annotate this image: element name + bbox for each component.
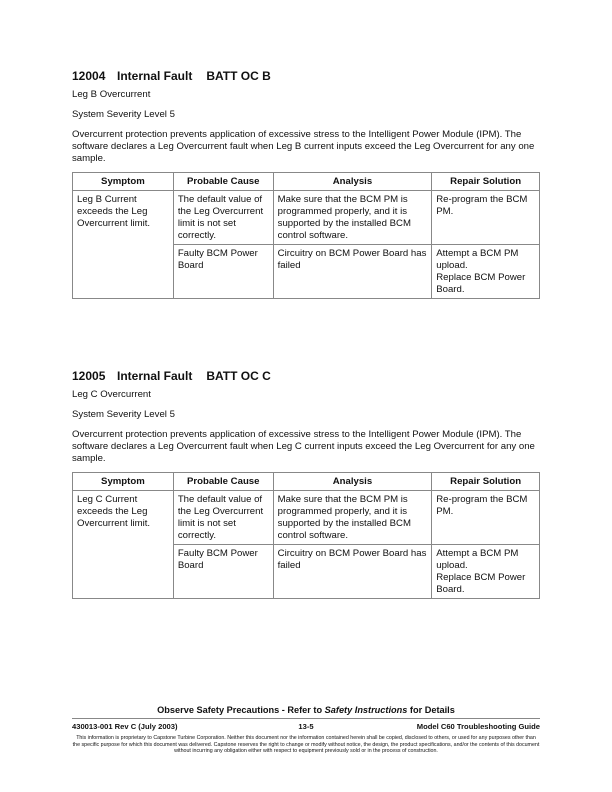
- repair-step: Attempt a BCM PM upload.: [436, 248, 519, 271]
- header-repair-solution: Repair Solution: [432, 173, 540, 191]
- table-header-row: [73, 173, 540, 191]
- fault-name: Internal Fault: [117, 69, 193, 83]
- fault-mnemonic: BATT OC C: [206, 369, 271, 383]
- repair-step: Re-program the BCM PM.: [436, 494, 528, 517]
- table-header-row: [73, 473, 540, 491]
- repair-step: Attempt a BCM PM upload.: [436, 548, 519, 571]
- repair-cell: [432, 245, 540, 299]
- table-row: [73, 491, 540, 545]
- fault-name: Internal Fault: [117, 369, 193, 383]
- fault-severity: System Severity Level 5: [72, 409, 175, 420]
- document-number: 430013-001 Rev C (July 2003): [72, 722, 178, 731]
- cause-cell: Faulty BCM Power Board: [173, 545, 273, 599]
- header-analysis: Analysis: [273, 473, 432, 491]
- guide-title: Model C60 Troubleshooting Guide: [416, 722, 540, 731]
- header-analysis: Analysis: [273, 173, 432, 191]
- fault-code: 12004: [72, 69, 106, 83]
- fault-description: Overcurrent protection prevents application of excessive stress to the Intelligent Power Module (IPM). The software declares a Leg Overcurrent fault when Leg C current inputs exceed the Leg Overcurrent for any one sample.: [72, 429, 535, 464]
- repair-cell: [432, 191, 540, 245]
- fault-heading: [72, 369, 540, 383]
- troubleshooting-table: [72, 472, 540, 599]
- header-repair-solution: Repair Solution: [432, 473, 540, 491]
- fault-code: 12005: [72, 369, 106, 383]
- fault-severity: System Severity Level 5: [72, 109, 175, 120]
- repair-step: Replace BCM Power Board.: [436, 572, 526, 595]
- fault-mnemonic: BATT OC B: [206, 69, 271, 83]
- repair-cell: [432, 491, 540, 545]
- header-symptom: Symptom: [73, 473, 174, 491]
- page-number: 13-5: [298, 722, 314, 731]
- safety-notice-emphasis: Safety Instructions: [324, 705, 408, 715]
- cause-cell: The default value of the Leg Overcurrent limit is not set correctly.: [173, 191, 273, 245]
- safety-notice: [72, 705, 540, 715]
- fault-leg: Leg C Overcurrent: [72, 389, 151, 400]
- page-footer: [72, 722, 540, 731]
- symptom-cell: Leg C Current exceeds the Leg Overcurrent limit.: [73, 491, 174, 599]
- analysis-cell: Circuitry on BCM Power Board has failed: [273, 545, 432, 599]
- safety-notice-prefix: Observe Safety Precautions - Refer to: [157, 705, 325, 715]
- troubleshooting-table: [72, 172, 540, 299]
- fault-leg: Leg B Overcurrent: [72, 89, 151, 100]
- cause-cell: The default value of the Leg Overcurrent limit is not set correctly.: [173, 491, 273, 545]
- fault-heading: [72, 69, 540, 83]
- symptom-cell: Leg B Current exceeds the Leg Overcurrent limit.: [73, 191, 174, 299]
- legal-disclaimer: This information is proprietary to Capstone Turbine Corporation. Neither this document nor the information contained herein shall be copied, disclosed to others, or used for any purposes other than the specific purpose for which this document was delivered. Capstone reserves the right to change or modify without notice, the design, the product specifications, and/or the contents of this document without incurring any obligation either with respect to equipment previously sold or in the process of construction.: [72, 735, 540, 754]
- fault-section-12005: [72, 369, 540, 599]
- repair-cell: [432, 545, 540, 599]
- header-symptom: Symptom: [73, 173, 174, 191]
- repair-step: Re-program the BCM PM.: [436, 194, 528, 217]
- header-probable-cause: Probable Cause: [173, 173, 273, 191]
- repair-step: Replace BCM Power Board.: [436, 272, 526, 295]
- fault-description: Overcurrent protection prevents application of excessive stress to the Intelligent Power Module (IPM). The software declares a Leg Overcurrent fault when Leg B current inputs exceed the Leg Overcurrent for any one sample.: [72, 129, 535, 164]
- table-row: [73, 191, 540, 245]
- analysis-cell: Make sure that the BCM PM is programmed properly, and it is supported by the installed BCM control software.: [273, 491, 432, 545]
- fault-section-12004: [72, 69, 540, 299]
- footer-divider: [72, 718, 540, 719]
- header-probable-cause: Probable Cause: [173, 473, 273, 491]
- cause-cell: Faulty BCM Power Board: [173, 245, 273, 299]
- analysis-cell: Make sure that the BCM PM is programmed properly, and it is supported by the installed BCM control software.: [273, 191, 432, 245]
- safety-notice-suffix: for Details: [407, 705, 455, 715]
- analysis-cell: Circuitry on BCM Power Board has failed: [273, 245, 432, 299]
